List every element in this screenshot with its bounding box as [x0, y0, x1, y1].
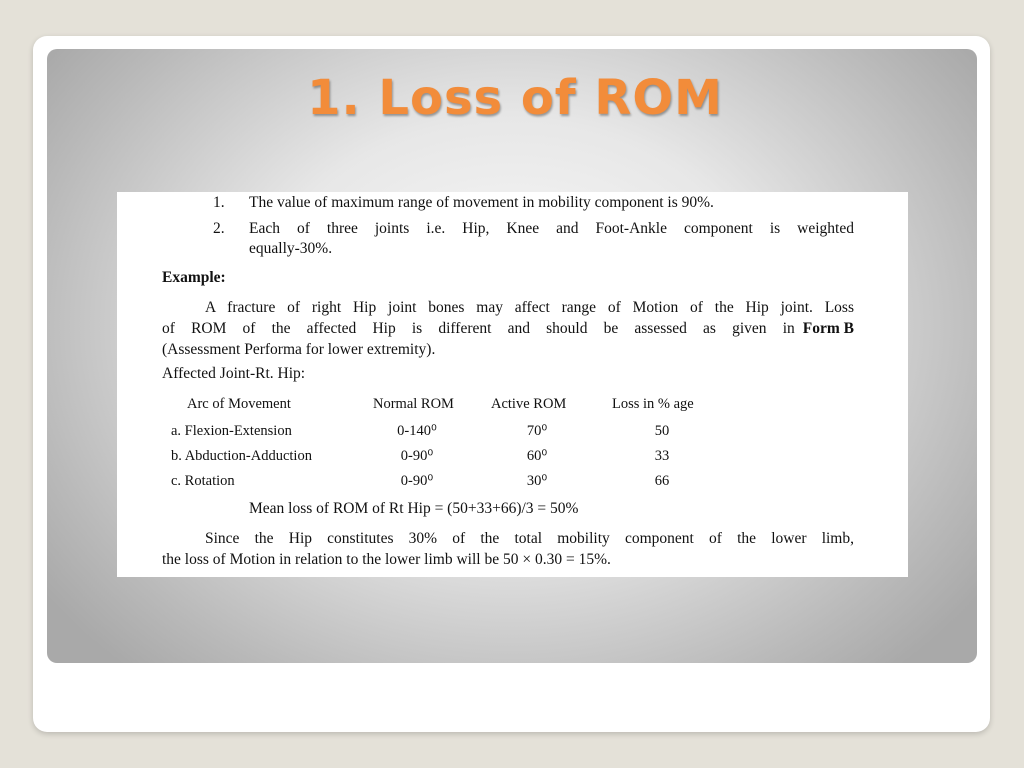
table-row-active: 60⁰	[526, 448, 548, 464]
point-2-number: 2.	[213, 220, 225, 237]
table-row-movement: c. Rotation	[171, 473, 235, 489]
slide-title: 1. Loss of ROM	[307, 70, 723, 126]
conclusion-line-1: Since the Hip constitutes 30% of the total mobility component of the lower limb,	[205, 530, 854, 547]
point-2-line-1: Each of three joints i.e. Hip, Knee and Foot-Ankle component is weighted	[249, 220, 854, 237]
table-row-loss: 33	[654, 448, 670, 464]
paragraph-line-2	[162, 319, 854, 340]
table-row-active: 70⁰	[526, 423, 548, 439]
table-row-normal: 0-90⁰	[400, 448, 434, 464]
table-header-normal: Normal ROM	[373, 396, 454, 412]
table-header-loss: Loss in % age	[612, 396, 694, 412]
document-image	[117, 192, 908, 577]
form-b-reference: Form B	[802, 320, 854, 337]
paragraph-line-2-text: of ROM of the affected Hip is different and should be assessed as given in	[162, 320, 795, 337]
mean-loss-equation: Mean loss of ROM of Rt Hip = (50+33+66)/3 = 50%	[249, 500, 579, 517]
example-heading: Example:	[162, 269, 226, 286]
point-1-number: 1.	[213, 194, 225, 211]
affected-joint-label: Affected Joint-Rt. Hip:	[162, 365, 306, 382]
paragraph-line-1: A fracture of right Hip joint bones may affect range of Motion of the Hip joint. Loss	[205, 299, 854, 316]
conclusion-line-2: the loss of Motion in relation to the lower limb will be 50 × 0.30 = 15%.	[162, 551, 611, 568]
table-row-normal: 0-90⁰	[400, 473, 434, 489]
table-row-movement: a. Flexion-Extension	[171, 423, 292, 439]
table-row-loss: 66	[654, 473, 670, 489]
table-header-movement: Arc of Movement	[187, 396, 291, 412]
paragraph-line-3: (Assessment Performa for lower extremity).	[162, 341, 436, 358]
table-row-movement: b. Abduction-Adduction	[171, 448, 312, 464]
table-row-normal: 0-140⁰	[397, 423, 437, 439]
table-row-active: 30⁰	[526, 473, 548, 489]
table-row-loss: 50	[654, 423, 670, 439]
point-2-line-2: equally-30%.	[249, 240, 333, 257]
table-header-active: Active ROM	[491, 396, 567, 412]
point-1-text: The value of maximum range of movement in mobility component is 90%.	[249, 194, 714, 211]
